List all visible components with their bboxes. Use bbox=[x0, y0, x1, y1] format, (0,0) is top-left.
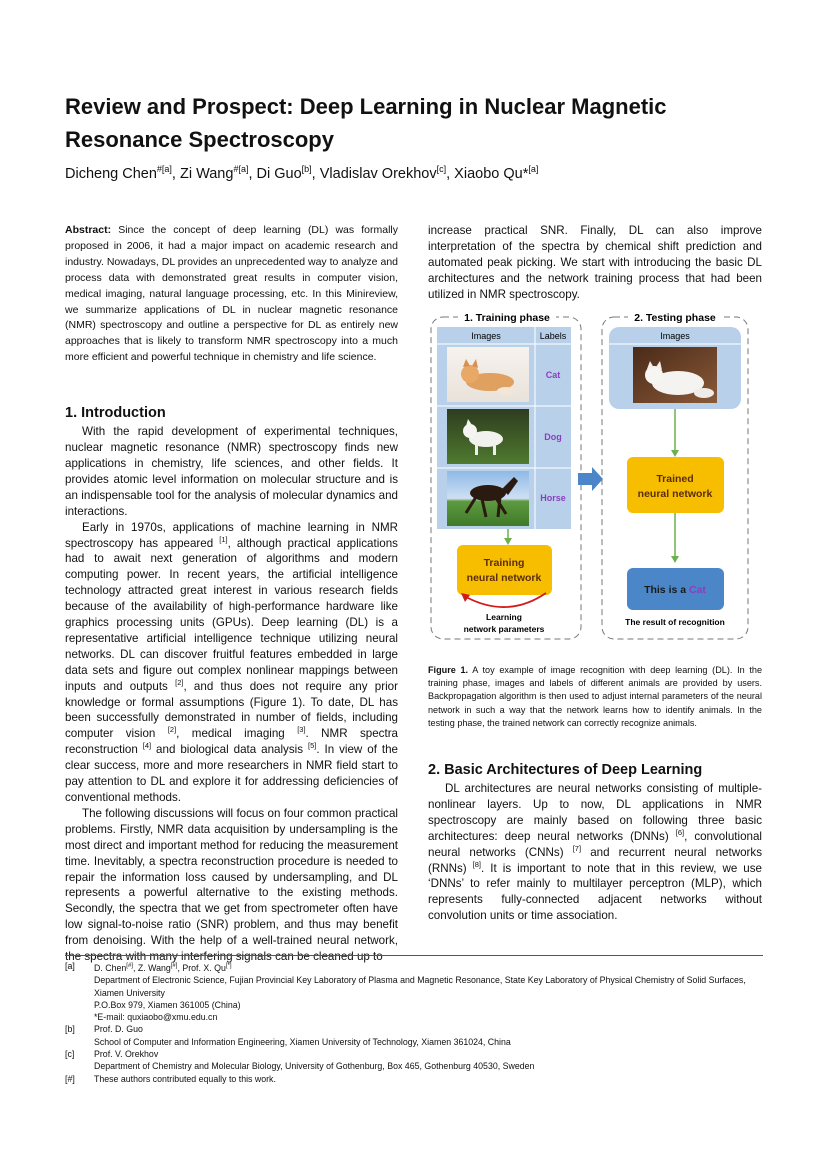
right-column-bottom bbox=[428, 664, 762, 924]
citation-ref[interactable]: [7] bbox=[572, 843, 582, 853]
author-separator: , bbox=[248, 165, 257, 182]
citation-ref[interactable]: [1] bbox=[219, 534, 228, 544]
author-affiliation: [b] bbox=[301, 164, 312, 174]
author-affiliation: [c] bbox=[436, 164, 447, 174]
citation-ref[interactable]: [5] bbox=[307, 741, 317, 751]
training-box-line1: Training bbox=[483, 557, 525, 569]
learning-text-line2: network parameters bbox=[463, 624, 545, 634]
text-run: . In view of the clear success, more and more researchers in NMR field start to pay attention to DL and explore it for addressing deficiencies of conventional methods. bbox=[65, 743, 398, 804]
author-name: Vladislav Orekhov bbox=[319, 165, 437, 182]
affiliation-address: Department of Chemistry and Molecular Biology, University of Gothenburg, Box 465, Gothenburg 40530, Sweden bbox=[94, 1061, 535, 1072]
abstract-label: Abstract: bbox=[65, 224, 112, 236]
citation-ref[interactable]: [2] bbox=[175, 677, 184, 687]
training-box-line2: neural network bbox=[466, 572, 542, 584]
text-run: Early in 1970s, applications of machine learning in NMR spectroscopy has appeared bbox=[65, 520, 398, 550]
text-run: D. Chen bbox=[94, 962, 127, 973]
section-heading-introduction: 1. Introduction bbox=[65, 405, 166, 422]
abstract bbox=[65, 223, 398, 366]
figure-1-caption bbox=[428, 664, 762, 730]
author-separator: , bbox=[311, 165, 320, 182]
text-run: , although practical applications had to await next generation of algorithms and modern computing power. In recent years, the artificial intelligence technology attracted great interest in various research fields because of the availability of high-performance hardware like graphics processing units (GPUs). Deep learning (DL) is a representative artificial intelligence technique utilizing neural networks. DL can discover fruitful features embedded in large data sets and figure out complex nonlinear mappings between inputs and outputs bbox=[65, 536, 398, 693]
text-run: DL architectures are neural networks consisting of multiple-nonlinear layers. Up to now, DL applications in NMR spectroscopy are mainly based on following three basic architectures: deep neural networks (DNNs) bbox=[428, 782, 762, 843]
author-name: Zi Wang bbox=[179, 165, 234, 182]
test-cat-image bbox=[633, 347, 717, 403]
figure-1 bbox=[428, 307, 762, 643]
footnote-key: [a] bbox=[65, 961, 75, 971]
result-word: Cat bbox=[689, 584, 706, 596]
section-heading-architectures: 2. Basic Architectures of Deep Learning bbox=[428, 762, 703, 779]
footnote-c bbox=[65, 1048, 763, 1073]
author-affiliation: [a] bbox=[528, 164, 539, 174]
paper-title: Review and Prospect: Deep Learning in Nuclear Magnetic Resonance Spectroscopy bbox=[65, 94, 667, 152]
trained-box-line1: Trained bbox=[656, 473, 694, 485]
text-run: and recurrent neural networks (RNNs) bbox=[428, 845, 762, 875]
footnote-a-head bbox=[94, 960, 763, 974]
affiliation-postal: P.O.Box 979, Xiamen 361005 (China) bbox=[94, 999, 241, 1010]
column-header-images: Images bbox=[471, 331, 501, 341]
footnote-mark: [#] bbox=[126, 963, 133, 969]
training-phase-title: 1. Training phase bbox=[464, 312, 550, 324]
author-separator: , bbox=[446, 165, 455, 182]
label-dog: Dog bbox=[544, 432, 562, 442]
phase-transfer-arrow bbox=[578, 467, 603, 491]
author-name: Di Guo bbox=[256, 165, 302, 182]
testing-phase-title: 2. Testing phase bbox=[634, 312, 716, 324]
footnote-head: These authors contributed equally to this work. bbox=[94, 1073, 276, 1084]
footnote-b bbox=[65, 1023, 763, 1048]
text-run: , and thus does not require any prior knowledge or formal assumptions (Figure 1). To date, DL has been successfully demonstrated in number of fields, including computer vision bbox=[65, 679, 398, 741]
author-separator: , bbox=[171, 165, 180, 182]
trained-network-box bbox=[627, 457, 724, 513]
citation-ref[interactable]: [8] bbox=[472, 859, 482, 869]
label-cat: Cat bbox=[545, 370, 561, 380]
affiliation-address: Department of Electronic Science, Fujian Provincial Key Laboratory of Plasma and Magnetic Resonance, State Key Laboratory of Physical Chemistry of Solid Surfaces, Xiamen University bbox=[94, 975, 746, 998]
intro-paragraph-3-continued: increase practical SNR. Finally, DL can also improve interpretation of the spectra by chemical shift prediction and automated peak picking. We start with introducing the basic DL architectures and the network training process that had been utilized in NMR spectroscopy. bbox=[428, 224, 762, 301]
footnote-head: Prof. D. Guo bbox=[94, 1024, 143, 1035]
footnote-key: [#] bbox=[65, 1073, 75, 1084]
result-text bbox=[644, 584, 706, 596]
citation-ref[interactable]: [6] bbox=[675, 827, 685, 837]
footnote-key: [b] bbox=[65, 1024, 75, 1035]
footnote-a bbox=[65, 960, 763, 1023]
text-run: , Z. Wang bbox=[132, 962, 171, 973]
cat-image bbox=[447, 347, 529, 402]
footnote-key: [c] bbox=[65, 1049, 75, 1059]
learning-text-line1: Learning bbox=[486, 612, 522, 622]
text-run: , Prof. X. Qu bbox=[177, 962, 226, 973]
author-affiliation: #[a] bbox=[233, 164, 249, 174]
author-name: Dicheng Chen bbox=[65, 165, 157, 182]
citation-ref[interactable]: [4] bbox=[142, 741, 152, 751]
citation-ref[interactable]: [2] bbox=[167, 725, 177, 735]
column-header-labels: Labels bbox=[539, 331, 567, 341]
abstract-text: Since the concept of deep learning (DL) was formally proposed in 2006, it had a major impact on academic research and industry. Nowadays, DL provides an unprecedented way to analyze and process data with demonstrated great results in computer vision, medical imaging, natural language processing, etc. In this Minireview, we summarize applications of DL in nuclear magnetic resonance (NMR) spectroscopy and outline a perspective for DL as entirely new approaches that is likely to transform NMR spectroscopy into a much more efficient and powerful technique in chemistry and life science. bbox=[65, 224, 398, 364]
footnote-equal bbox=[65, 1073, 763, 1085]
author-name: Xiaobo Qu* bbox=[454, 165, 529, 182]
learning-arrow bbox=[466, 593, 546, 607]
text-run: and biological data analysis bbox=[151, 743, 308, 757]
footnote-mark: [#] bbox=[170, 963, 178, 969]
intro-paragraph-3: The following discussions will focus on four common practical problems. Firstly, NMR data acquisition by undersampling is the most direct and important method for reducing the measurement time. Inevitably, a spectra reconstruction procedure is needed to repair the information loss caused by undersampling, and DL represents a powerful alternative to the existing methods. Secondly, the spectra that we get from spectrometer often have low signal-to-noise ratio (SNR) problem, and thus may benefit from denoising. With the help of a well-trained neural network, the spectra with many interfering signals can be cleaned up to bbox=[65, 806, 398, 964]
affiliation-footnotes bbox=[65, 955, 763, 1085]
text-run: , convolutional neural networks (CNNs) bbox=[428, 829, 762, 859]
label-horse: Horse bbox=[540, 493, 566, 503]
text-run: , medical imaging bbox=[176, 727, 298, 741]
intro-paragraph-1: With the rapid development of experimental techniques, nuclear magnetic resonance (NMR) spectroscopy finds new applications in chemistry, life sciences, and other fields. It provides atomic level information on molecular structure and is an indispensable tool for the analysis of molecular dynamics and interactions. bbox=[65, 425, 398, 518]
caption-text: A toy example of image recognition with deep learning (DL). In the training phase, images and labels of different animals are provided by users. Backpropagation algorithm is then used to adjust internal parameters of the neural network in such a way that the network learns how to identify animals. In the testing phase, the trained network can correctly recognize animals. bbox=[428, 665, 762, 728]
result-caption: The result of recognition bbox=[625, 617, 725, 627]
contact-email[interactable]: *E-mail: quxiaobo@xmu.edu.cn bbox=[94, 1012, 218, 1023]
caption-label: Figure 1. bbox=[428, 665, 469, 675]
citation-ref[interactable]: [3] bbox=[297, 725, 306, 735]
training-network-box bbox=[457, 545, 552, 595]
testing-column-header-images: Images bbox=[660, 331, 690, 341]
text-run: . NMR spectra reconstruction bbox=[65, 727, 399, 757]
right-column-top bbox=[428, 223, 762, 303]
horse-image bbox=[447, 471, 529, 526]
footnote-mark: [*] bbox=[225, 963, 232, 969]
intro-paragraph-2 bbox=[65, 520, 398, 806]
dog-image bbox=[447, 409, 529, 464]
text-run: . It is important to note that in this review, we use ‘DNNs’ to refer mainly to multilayer perceptron (MLP), which represents fully-connected adjacent networks without convolution units or time association. bbox=[428, 861, 762, 923]
result-prefix: This is a bbox=[644, 584, 690, 596]
affiliation-address: School of Computer and Information Engineering, Xiamen University of Technology, Xiamen 361024, China bbox=[94, 1036, 511, 1047]
author-affiliation: #[a] bbox=[156, 164, 172, 174]
trained-box-line2: neural network bbox=[637, 488, 713, 500]
footnote-head: Prof. V. Orekhov bbox=[94, 1049, 159, 1059]
section-2-paragraph bbox=[428, 781, 762, 924]
left-column bbox=[65, 223, 398, 965]
author-list bbox=[65, 164, 538, 182]
